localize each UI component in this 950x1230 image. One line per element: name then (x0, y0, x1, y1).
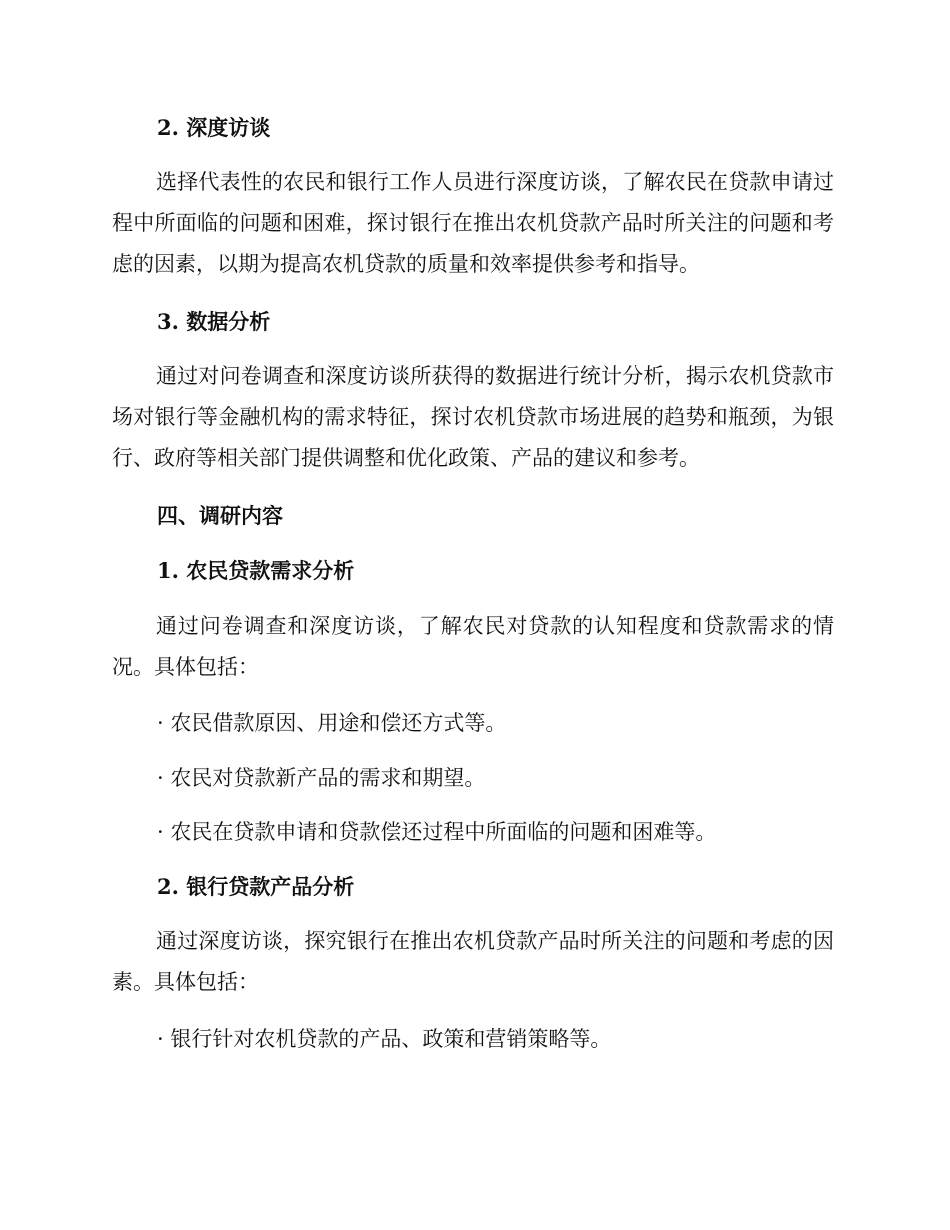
list-item: · 农民借款原因、用途和偿还方式等。 (157, 711, 507, 735)
heading-farmer-loan-demand: 1. 农民贷款需求分析 (157, 558, 355, 583)
list-item: · 农民在贷款申请和贷款偿还过程中所面临的问题和困难等。 (157, 820, 717, 844)
list-item: · 银行针对农机贷款的产品、政策和营销策略等。 (157, 1027, 612, 1051)
heading-bank-loan-product: 2. 银行贷款产品分析 (157, 874, 355, 899)
paragraph-bank-loan-product: 通过深度访谈，探究银行在推出农机贷款产品时所关注的问题和考虑的因素。具体包括： (112, 929, 834, 994)
paragraph-data-analysis: 通过对问卷调查和深度访谈所获得的数据进行统计分析，揭示农机贷款市场对银行等金融机构的需求特征，探讨农机贷款市场进展的趋势和瓶颈，为银行、政府等相关部门提供调整和优化政策、产品的建议和参考。 (112, 364, 834, 470)
heading-in-depth-interview: 2. 深度访谈 (157, 115, 271, 140)
heading-data-analysis: 3. 数据分析 (157, 309, 271, 334)
heading-research-content: 四、调研内容 (157, 503, 283, 528)
paragraph-in-depth-interview: 选择代表性的农民和银行工作人员进行深度访谈，了解农民在贷款申请过程中所面临的问题和困难，探讨银行在推出农机贷款产品时所关注的问题和考虑的因素，以期为提高农机贷款的质量和效率提供参考和指导。 (112, 170, 834, 276)
list-item: · 农民对贷款新产品的需求和期望。 (157, 766, 486, 790)
paragraph-farmer-loan-demand: 通过问卷调查和深度访谈，了解农民对贷款的认知程度和贷款需求的情况。具体包括： (112, 614, 834, 679)
